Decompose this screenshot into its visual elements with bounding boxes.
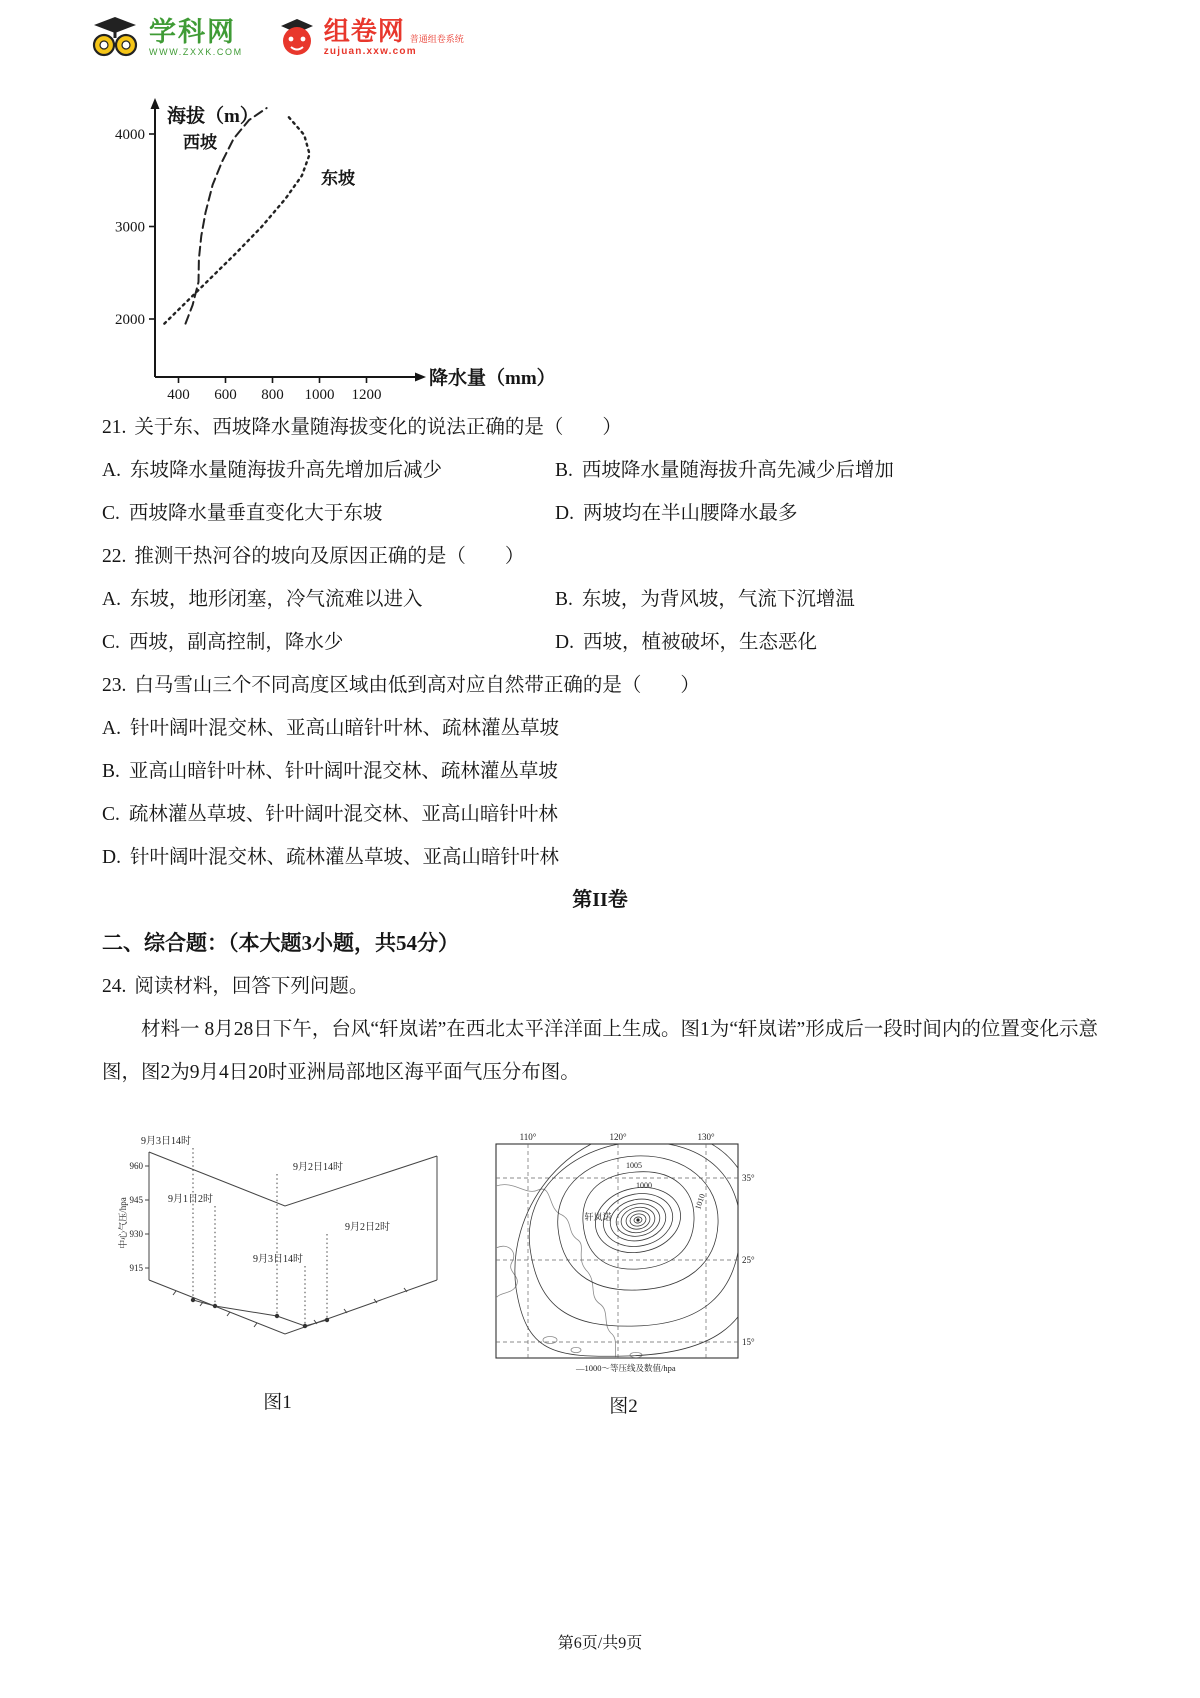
fig1-time-label: 9月2日14时 [293, 1162, 343, 1173]
zujuan-logo-url: zujuan.xxw.com [323, 45, 417, 57]
fig1-ytick: 945 [129, 1195, 143, 1205]
option-22-D: D. 西坡，植被破坏，生态恶化 [555, 632, 817, 653]
option-23-D: D. 针叶阔叶混交林、疏林灌丛草坡、亚高山暗针叶林 [102, 847, 559, 868]
zujuan-logo-text [324, 18, 464, 57]
y-tick-label: 2000 [115, 312, 145, 328]
fig1-track-point [325, 1318, 329, 1322]
x-axis-arrow-icon [415, 373, 426, 382]
question-21-options-cd [102, 492, 1098, 535]
elevation-precipitation-chart [95, 92, 565, 419]
material-paragraph: 材料一 8月28日下午，台风“轩岚诺”在西北太平洋洋面上生成。图1为“轩岚诺”形成后一段时间内的位置变化示意图，图2为9月4日20时亚洲局部地区海平面气压分布图。 [102, 1019, 1098, 1083]
site-logos [88, 14, 464, 60]
fig2-coastline [496, 1246, 517, 1298]
fig2-island [571, 1347, 581, 1352]
option-22-A: A. 东坡，地形闭塞，冷气流难以进入 [102, 589, 423, 610]
fig1-track-line [193, 1300, 327, 1326]
fig1-y-axis-title: 中心气压/hpa [118, 1197, 128, 1249]
fig2-lat-label: 35° [742, 1173, 755, 1183]
fig1-time-label: 9月3日14时 [141, 1136, 191, 1147]
chart-canvas [95, 92, 565, 414]
zxxk-logo [88, 14, 243, 60]
fig2-island [543, 1337, 557, 1344]
question-text: 关于东、西坡降水量随海拔变化的说法正确的是（ ） [134, 417, 622, 438]
fig1-time-label: 9月3日14时 [253, 1254, 303, 1265]
fig1-track-point [275, 1314, 279, 1318]
figure-2-canvas [486, 1128, 761, 1380]
fig1-box-bottom [149, 1280, 437, 1334]
fig2-pressure-label: 1000 [636, 1181, 652, 1190]
question-number: 21. [102, 417, 127, 438]
x-tick-label: 800 [261, 387, 284, 403]
option-21-B: B. 西坡降水量随海拔升高先减少后增加 [555, 460, 894, 481]
option-21-D: D. 两坡均在半山腰降水最多 [555, 503, 798, 524]
question-text: 阅读材料，回答下列问题。 [134, 976, 369, 997]
tick [254, 1323, 257, 1327]
y-tick-label: 3000 [115, 219, 145, 236]
x-tick-label: 400 [167, 387, 190, 403]
fig1-ytick: 915 [129, 1263, 143, 1273]
option-22-C: C. 西坡，副高控制，降水少 [102, 632, 344, 653]
question-24-intro [102, 965, 1098, 1008]
figure-1-caption: 图1 [263, 1392, 292, 1413]
question-text: 白马雪山三个不同高度区域由低到高对应自然带正确的是（ ） [134, 675, 700, 696]
fig1-ytick: 960 [129, 1161, 143, 1171]
fig2-pressure-label: 1005 [626, 1161, 642, 1170]
question-22-options-ab [102, 578, 1098, 621]
question-text: 推测干热河谷的坡向及原因正确的是（ ） [134, 546, 525, 567]
series-label-west: 西坡 [183, 133, 217, 152]
figure-row [115, 1128, 761, 1418]
option-23-A: A. 针叶阔叶混交林、亚高山暗针叶林、疏林灌丛草坡 [102, 718, 559, 739]
fig1-track-point [213, 1304, 217, 1308]
figure-2-pressure-map [486, 1128, 761, 1418]
fig2-lat-label: 15° [742, 1337, 755, 1347]
option-22-B: B. 东坡，为背风坡，气流下沉增温 [555, 589, 855, 610]
question-23-stem [102, 664, 1098, 707]
figure-1-canvas [115, 1128, 440, 1376]
zxxk-logo-url: WWW.ZXXK.COM [149, 47, 243, 57]
option-21-A: A. 东坡降水量随海拔升高先增加后减少 [102, 460, 442, 481]
tick [173, 1291, 176, 1295]
questions-block [102, 406, 1098, 1094]
question-22-options-cd [102, 621, 1098, 664]
zujuan-mascot-icon [277, 14, 317, 60]
zujuan-logo-tagline: 普通组卷系统 [409, 33, 464, 44]
question-21-options-ab [102, 449, 1098, 492]
zxxk-logo-title: 学科网 [149, 17, 236, 47]
option-23-B: B. 亚高山暗针叶林、针叶阔叶混交林、疏林灌丛草坡 [102, 761, 558, 782]
x-axis-title: 降水量（mm） [429, 368, 556, 389]
question-number: 22. [102, 546, 127, 567]
x-tick-label: 1200 [351, 387, 382, 403]
fig2-lon-label: 120° [609, 1132, 627, 1142]
y-tick-label: 4000 [115, 127, 145, 143]
x-tick-label: 1000 [304, 387, 335, 403]
option-21-C: C. 西坡降水量垂直变化大于东坡 [102, 503, 383, 524]
y-axis-arrow-icon [151, 98, 160, 109]
page-footer: 第6页/共9页 [557, 1635, 643, 1652]
y-axis-title: 海拔（m） [167, 106, 259, 127]
fig2-coastline [496, 1185, 616, 1358]
question-number: 23. [102, 675, 127, 696]
fig2-typhoon-center [636, 1218, 639, 1221]
fig2-lon-label: 110° [519, 1132, 537, 1142]
question-number: 24. [102, 976, 127, 997]
series-label-east: 东坡 [321, 169, 355, 188]
fig1-track-point [303, 1324, 307, 1328]
figure-2-caption: 图2 [609, 1396, 638, 1417]
zxxk-logo-text [149, 17, 243, 57]
section-2-heading: 二、综合题：（本大题3小题，共54分） [102, 931, 459, 955]
fig2-lat-label: 25° [742, 1255, 755, 1265]
zxxk-owl-icon [88, 14, 142, 60]
fig1-time-label: 9月1日2时 [168, 1194, 213, 1205]
option-23-C: C. 疏林灌丛草坡、针叶阔叶混交林、亚高山暗针叶林 [102, 804, 558, 825]
zujuan-logo [277, 14, 464, 60]
figure-1-track-3d [115, 1128, 440, 1414]
fig2-legend: —1000～等压线及数值/hpa [576, 1363, 676, 1373]
fig2-typhoon-label: 轩岚诺 [584, 1212, 612, 1222]
fig2-lon-label: 130° [697, 1132, 715, 1142]
fig1-ytick: 930 [129, 1229, 143, 1239]
tick [227, 1312, 230, 1316]
fig1-time-label: 9月2日2时 [345, 1222, 390, 1233]
fig1-track-point [191, 1298, 195, 1302]
question-22-stem [102, 535, 1098, 578]
part-2-title: 第II卷 [572, 889, 628, 911]
question-21-stem [102, 406, 1098, 449]
fig2-pressure-label: 1010 [693, 1192, 707, 1211]
x-tick-label: 600 [214, 387, 237, 403]
zujuan-logo-title: 组卷网 [323, 16, 405, 46]
